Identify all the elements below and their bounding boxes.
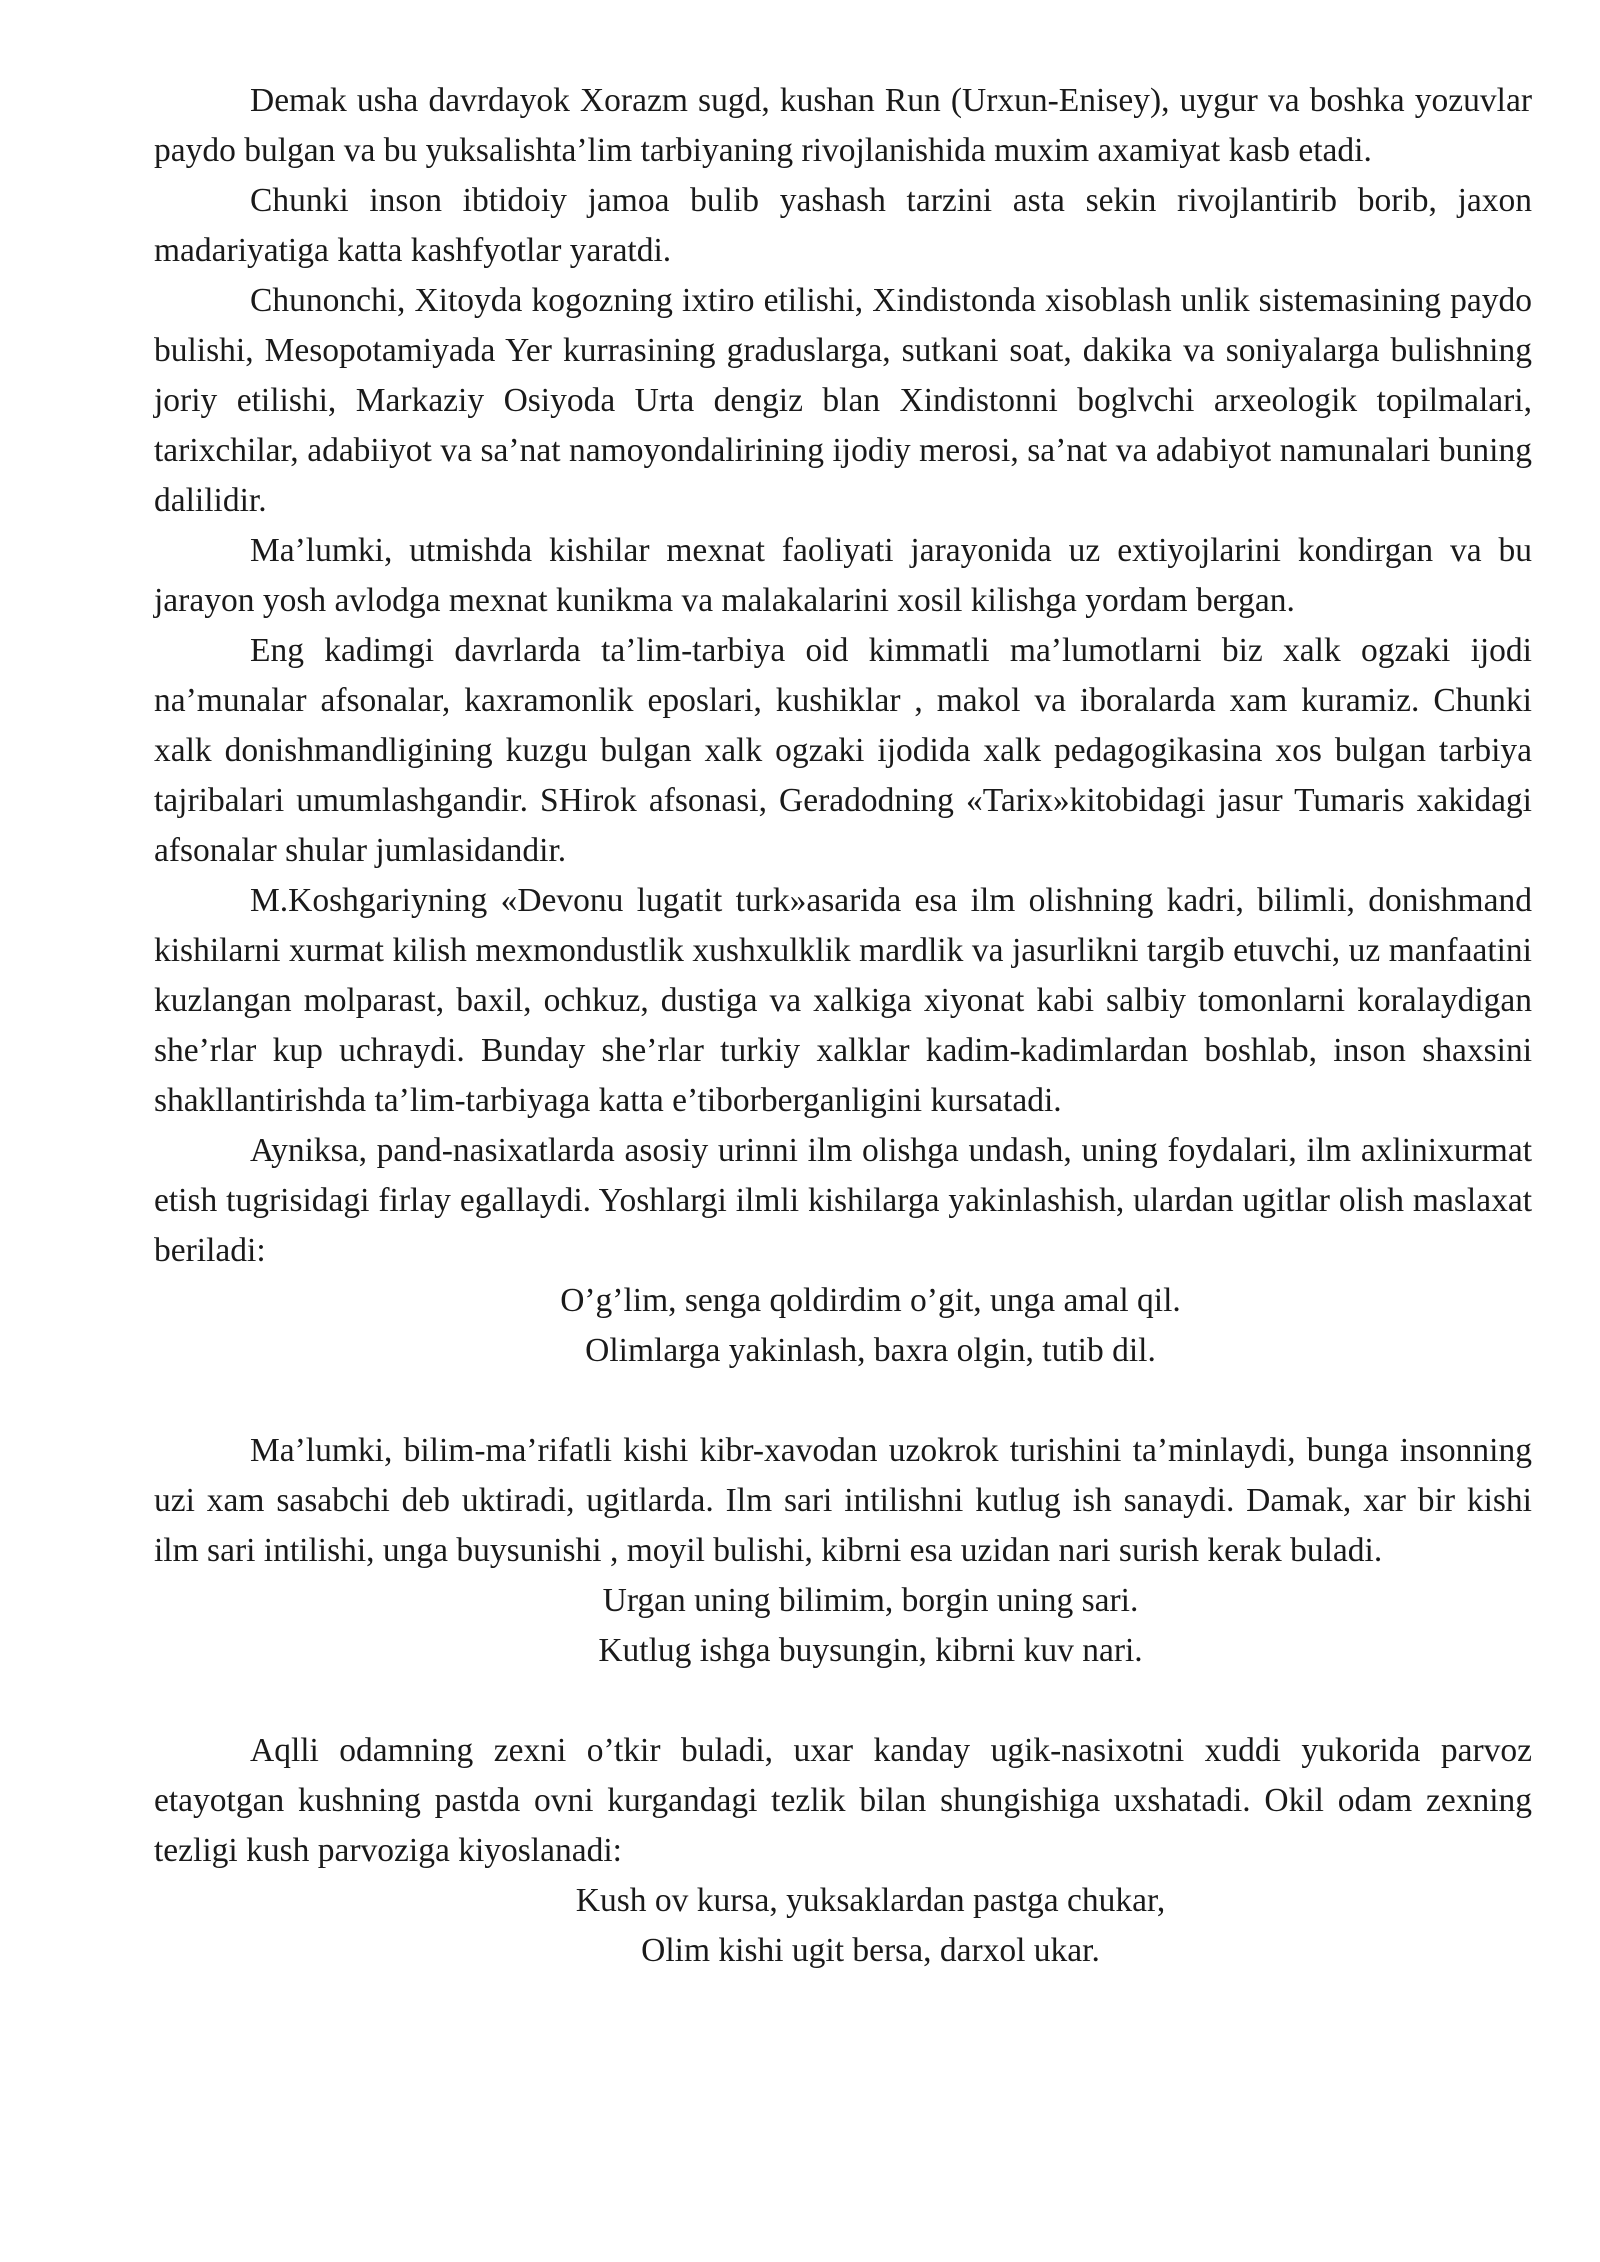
paragraph-7: Ayniksa, pand-nasixatlarda asosiy urinni ilm olishga undash, uning foydalari, ilm axlinixurmat etish tugrisidagi firlay egallaydi. Yoshlargi ilmli kishilarga yakinlashish, ulardan ugitlar olish maslaxat beriladi: bbox=[154, 1132, 1532, 1269]
verse-2 bbox=[154, 1576, 1532, 1676]
verse-2-line-2: Kutlug ishga buysungin, kibrni kuv nari. bbox=[598, 1632, 1143, 1669]
verse-1 bbox=[154, 1276, 1532, 1376]
document-page bbox=[154, 76, 1532, 1976]
verse-1-line-2: Olimlarga yakinlash, baxra olgin, tutib dil. bbox=[585, 1332, 1156, 1369]
verse-1-line-1: O’g’lim, senga qoldirdim o’git, unga amal qil. bbox=[560, 1282, 1181, 1319]
verse-3-line-2: Olim kishi ugit bersa, darxol ukar. bbox=[641, 1932, 1100, 1969]
paragraph-4: Ma’lumki, utmishda kishilar mexnat faoliyati jarayonida uz extiyojlarini kondirgan va bu jarayon yosh avlodga mexnat kunikma va malakalarini xosil kilishga yordam bergan. bbox=[154, 532, 1532, 619]
blank-line bbox=[154, 1676, 1532, 1726]
paragraph-5: Eng kadimgi davrlarda ta’lim-tarbiya oid kimmatli ma’lumotlarni biz xalk ogzaki ijodi na’munalar afsonalar, kaxramonlik eposlari, kushiklar , makol va iboralarda xam kuramiz. Chunki xalk donishmandligining kuzgu bulgan xalk ogzaki ijodida xalk pedagogikasina xos bulgan tarbiya tajribalari umumlashgandir. SHirok afsonasi, Geradodning «Tarix»kitobidagi jasur Tumaris xakidagi afsonalar shular jumlasidandir. bbox=[154, 632, 1532, 869]
paragraph-3: Chunonchi, Xitoyda kogozning ixtiro etilishi, Xindistonda xisoblash unlik sistemasining paydo bulishi, Mesopotamiyada Yer kurrasining graduslarga, sutkani soat, dakika va soniyalarga bulishning joriy etilishi, Markaziy Osiyoda Urta dengiz blan Xindistonni boglvchi arxeologik topilmalari, tarixchilar, adabiiyot va sa’nat namoyondalirining ijodiy merosi, sa’nat va adabiyot namunalari buning dalilidir. bbox=[154, 282, 1532, 519]
verse-3 bbox=[154, 1876, 1532, 1976]
paragraph-1: Demak usha davrdayok Xorazm sugd, kushan Run (Urxun-Enisey), uygur va boshka yozuvlar paydo bulgan va bu yuksalishta’lim tarbiyaning rivojlanishida muxim axamiyat kasb etadi. bbox=[154, 82, 1532, 169]
verse-3-line-1: Kush ov kursa, yuksaklardan pastga chukar, bbox=[575, 1882, 1166, 1919]
paragraph-6: M.Koshgariyning «Devonu lugatit turk»asarida esa ilm olishning kadri, bilimli, donishmand kishilarni xurmat kilish mexmondustlik xushxulklik mardlik va jasurlikni targib etuvchi, uz manfaatini kuzlangan molparast, baxil, ochkuz, dustiga va xalkiga xiyonat kabi salbiy tomonlarni koralaydigan she’rlar kup uchraydi. Bunday she’rlar turkiy xalklar kadim-kadimlardan boshlab, inson shaxsini shakllantirishda ta’lim-tarbiyaga katta e’tiborberganligini kursatadi. bbox=[154, 882, 1532, 1119]
blank-line bbox=[154, 1376, 1532, 1426]
paragraph-8: Ma’lumki, bilim-ma’rifatli kishi kibr-xavodan uzokrok turishini ta’minlaydi, bunga insonning uzi xam sasabchi deb uktiradi, ugitlarda. Ilm sari intilishni kutlug ish sanaydi. Damak, xar bir kishi ilm sari intilishi, unga buysunishi , moyil bulishi, kibrni esa uzidan nari surish kerak buladi. bbox=[154, 1432, 1532, 1569]
verse-2-line-1: Urgan uning bilimim, borgin uning sari. bbox=[602, 1582, 1139, 1619]
paragraph-9: Aqlli odamning zexni o’tkir buladi, uxar kanday ugik-nasixotni xuddi yukorida parvoz etayotgan kushning pastda ovni kurgandagi tezlik bilan shungishiga uxshatadi. Okil odam zexning tezligi kush parvoziga kiyoslanadi: bbox=[154, 1732, 1532, 1869]
paragraph-2: Chunki inson ibtidoiy jamoa bulib yashash tarzini asta sekin rivojlantirib borib, jaxon madariyatiga katta kashfyotlar yaratdi. bbox=[154, 182, 1532, 269]
